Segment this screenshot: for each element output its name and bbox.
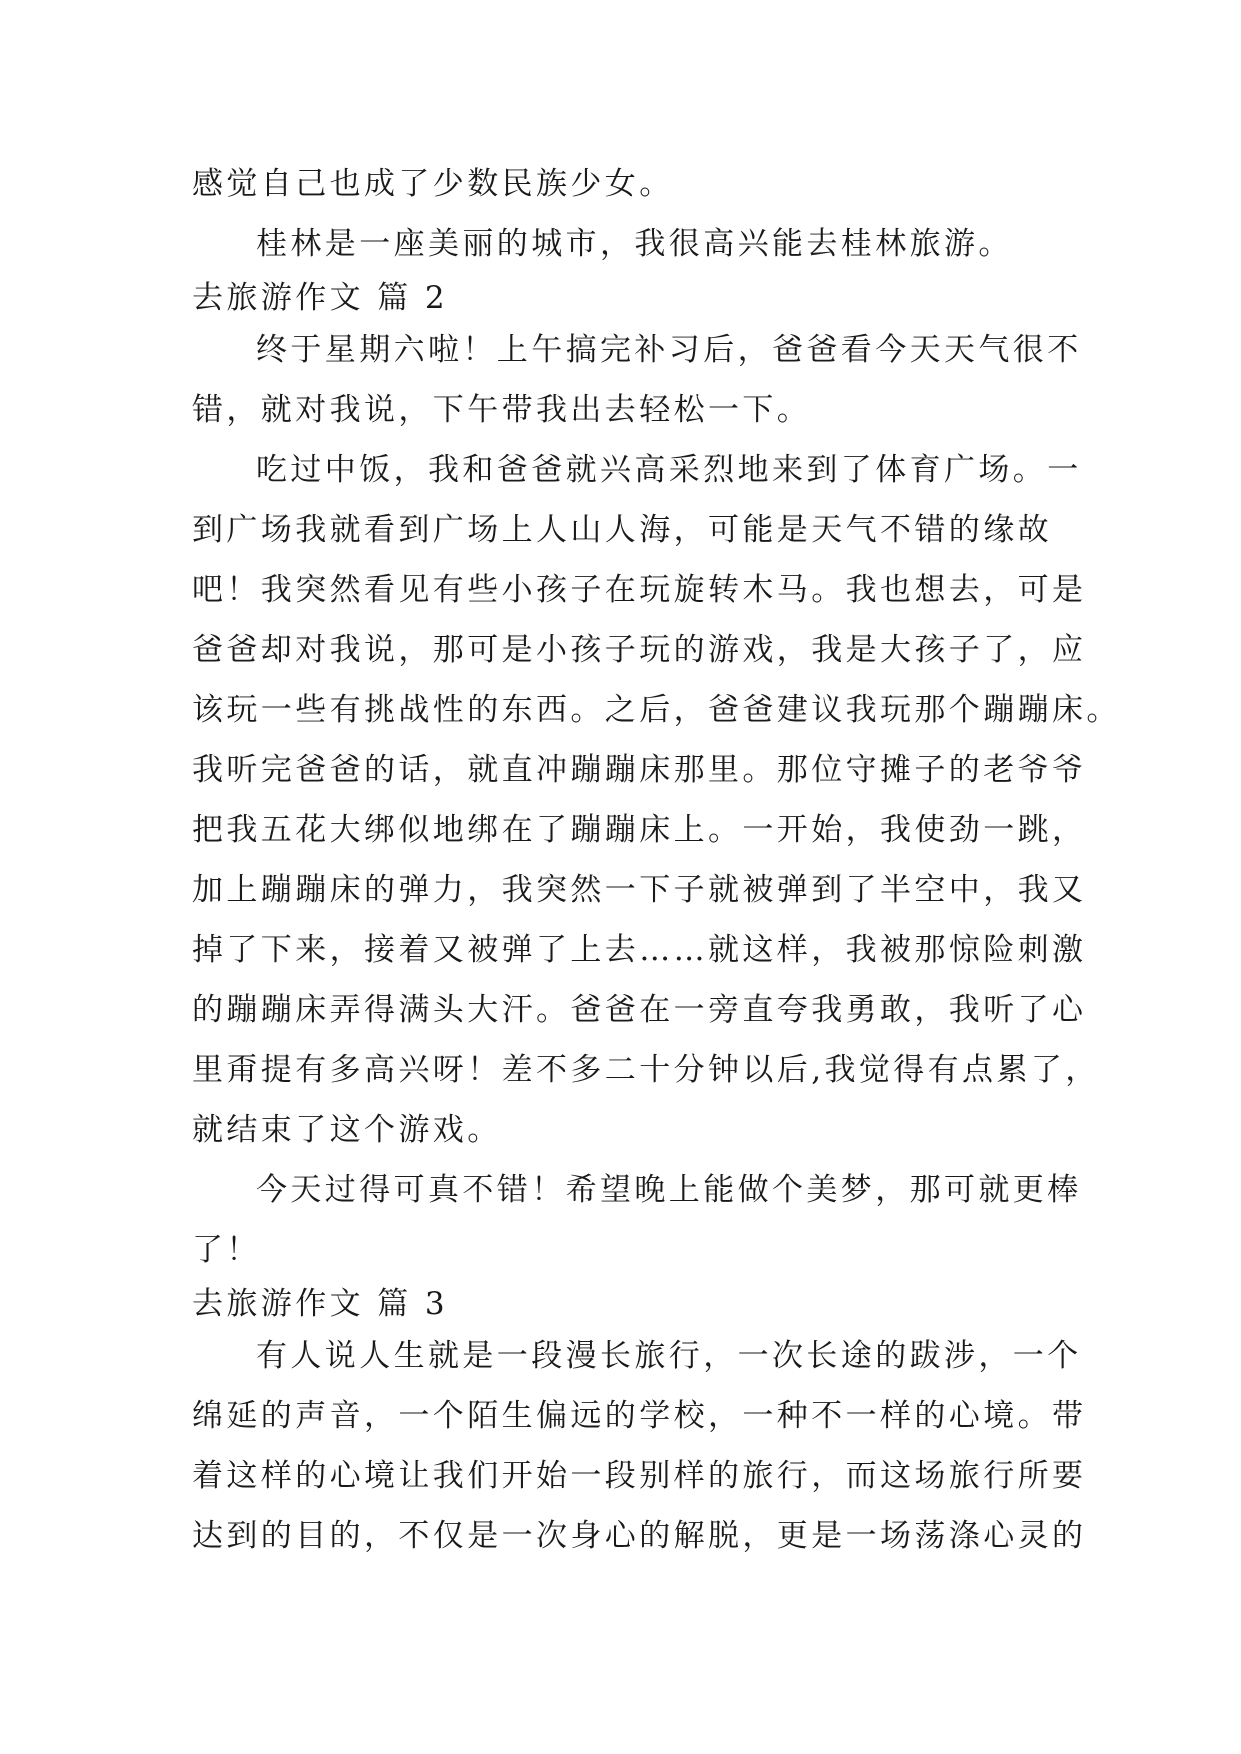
- text-line: 达到的目的，不仅是一次身心的解脱，更是一场荡涤心灵的: [192, 1518, 1087, 1554]
- text-line: 到广场我就看到广场上人山人海，可能是天气不错的缘故: [192, 512, 1052, 548]
- paragraph: [192, 220, 1052, 274]
- text-line: 爸爸却对我说，那可是小孩子玩的游戏，我是大孩子了，应: [192, 632, 1087, 668]
- text-line: 吃过中饭，我和爸爸就兴高采烈地来到了体育广场。一: [256, 452, 1082, 488]
- text-line: 绵延的声音，一个陌生偏远的学校，一种不一样的心境。带: [192, 1398, 1087, 1434]
- section-heading: 去旅游作文 篇 3: [192, 1286, 449, 1322]
- text-line: 终于星期六啦！上午搞完补习后，爸爸看今天天气很不: [256, 332, 1082, 368]
- text-line: 吧！我突然看见有些小孩子在玩旋转木马。我也想去，可是: [192, 572, 1087, 608]
- paragraph-continuation: [192, 160, 1052, 220]
- paragraph: [192, 1166, 1082, 1280]
- paragraph: [192, 1332, 1087, 1572]
- paragraph: [192, 326, 1082, 446]
- text-line: 掉了下来，接着又被弹了上去……就这样，我被那惊险刺激: [192, 932, 1087, 968]
- paragraph: [192, 446, 1121, 1166]
- section-heading: 去旅游作文 篇 2: [192, 280, 449, 316]
- text-line: 该玩一些有挑战性的东西。之后，爸爸建议我玩那个蹦蹦床。: [192, 692, 1121, 728]
- document-page: [192, 160, 1121, 1572]
- text-line: 感觉自己也成了少数民族少女。: [192, 166, 674, 202]
- text-line: 里甭提有多高兴呀！差不多二十分钟以后,我觉得有点累了，: [192, 1052, 1100, 1088]
- text-line: 了！: [192, 1232, 261, 1268]
- text-line: 加上蹦蹦床的弹力，我突然一下子就被弹到了半空中，我又: [192, 872, 1087, 908]
- text-line: 就结束了这个游戏。: [192, 1112, 502, 1148]
- text-line: 错，就对我说，下午带我出去轻松一下。: [192, 392, 812, 428]
- text-line: 我听完爸爸的话，就直冲蹦蹦床那里。那位守摊子的老爷爷: [192, 752, 1087, 788]
- text-line: 把我五花大绑似地绑在了蹦蹦床上。一开始，我使劲一跳，: [192, 812, 1087, 848]
- text-line: 着这样的心境让我们开始一段别样的旅行，而这场旅行所要: [192, 1458, 1087, 1494]
- text-line: 有人说人生就是一段漫长旅行，一次长途的跋涉，一个: [256, 1338, 1082, 1374]
- text-line: 桂林是一座美丽的城市，我很高兴能去桂林旅游。: [256, 226, 1013, 262]
- text-line: 今天过得可真不错！希望晚上能做个美梦，那可就更棒: [256, 1172, 1082, 1208]
- text-line: 的蹦蹦床弄得满头大汗。爸爸在一旁直夸我勇敢，我听了心: [192, 992, 1087, 1028]
